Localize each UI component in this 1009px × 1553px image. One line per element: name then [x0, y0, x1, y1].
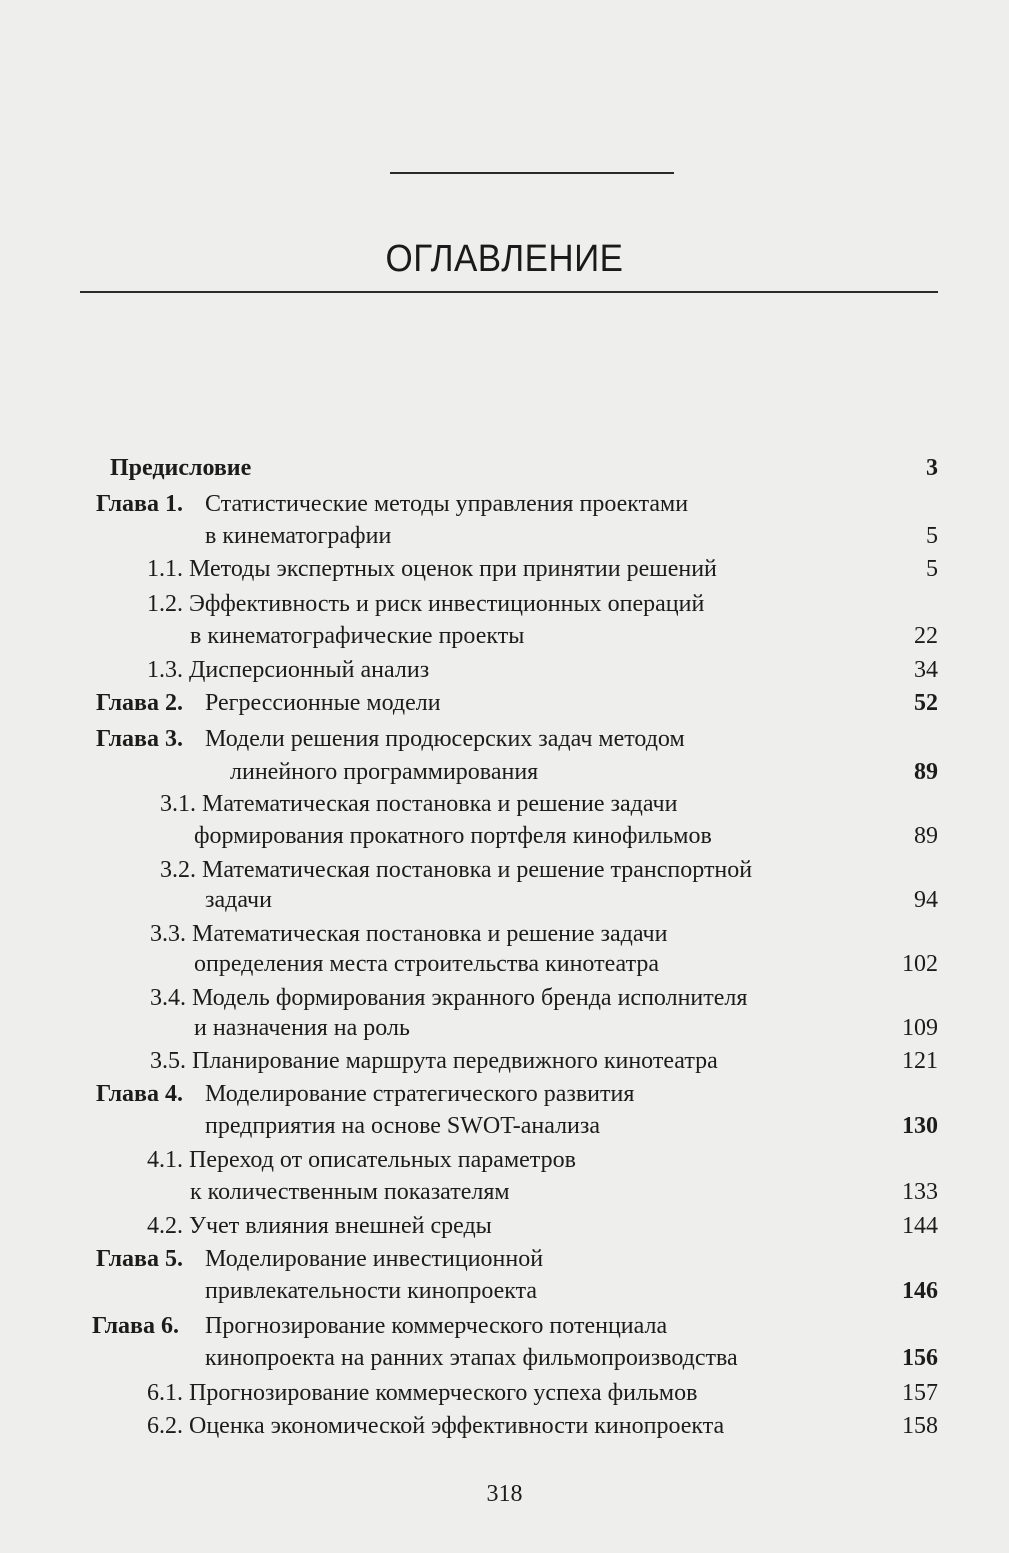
toc-chapter-title-6-line1: Прогнозирование коммерческого потенциала — [205, 1313, 668, 1339]
toc-section-1-1: 1.1. Методы экспертных оценок при принятии решений — [147, 556, 717, 582]
toc-page-chapter-1: 5 — [926, 523, 938, 549]
toc-chapter-title-2: Регрессионные модели — [205, 690, 441, 716]
toc-page-section-3-4: 109 — [902, 1015, 938, 1041]
toc-section-3-4-line1: 3.4. Модель формирования экранного бренда исполнителя — [150, 985, 748, 1011]
toc-section-1-2-line1: 1.2. Эффективность и риск инвестиционных операций — [147, 591, 705, 617]
toc-page-section-3-3: 102 — [902, 951, 938, 977]
toc-chapter-title-6-line2: кинопроекта на ранних этапах фильмопроизводства — [205, 1345, 738, 1371]
toc-chapter-label-3: Глава 3. — [96, 726, 183, 752]
toc-section-3-2-line2: задачи — [205, 887, 272, 913]
toc-page-chapter-5: 146 — [902, 1278, 938, 1304]
toc-section-3-5: 3.5. Планирование маршрута передвижного кинотеатра — [150, 1048, 718, 1074]
toc-page-section-6-1: 157 — [902, 1380, 938, 1406]
toc-chapter-title-3-line1: Модели решения продюсерских задач методом — [205, 726, 685, 752]
toc-page-section-6-2: 158 — [902, 1413, 938, 1439]
toc-section-4-1-line2: к количественным показателям — [190, 1179, 510, 1205]
toc-section-1-3: 1.3. Дисперсионный анализ — [147, 657, 430, 683]
toc-page-section-1-2: 22 — [914, 623, 938, 649]
toc-chapter-label-2: Глава 2. — [96, 690, 183, 716]
toc-page-chapter-3: 89 — [914, 759, 938, 785]
toc-page-chapter-2: 52 — [914, 690, 938, 716]
toc-section-3-1-line1: 3.1. Математическая постановка и решение задачи — [160, 791, 678, 817]
toc-page-chapter-4: 130 — [902, 1113, 938, 1139]
toc-section-3-2-line1: 3.2. Математическая постановка и решение транспортной — [160, 857, 753, 883]
toc-chapter-title-1-line1: Статистические методы управления проектами — [205, 491, 689, 517]
toc-page-section-1-3: 34 — [914, 657, 938, 683]
toc-section-4-2: 4.2. Учет влияния внешней среды — [147, 1213, 492, 1239]
toc-chapter-title-4-line1: Моделирование стратегического развития — [205, 1081, 635, 1107]
toc-chapter-label-5: Глава 5. — [96, 1246, 183, 1272]
toc-section-1-2-line2: в кинематографические проекты — [190, 623, 525, 649]
toc-section-4-1-line1: 4.1. Переход от описательных параметров — [147, 1147, 576, 1173]
toc-page-preface: 3 — [926, 455, 938, 481]
toc-chapter-label-6: Глава 6. — [92, 1313, 179, 1339]
toc-section-3-4-line2: и назначения на роль — [194, 1015, 410, 1041]
page-title: ОГЛАВЛЕНИЕ — [385, 238, 624, 280]
toc-chapter-title-5-line1: Моделирование инвестиционной — [205, 1246, 544, 1272]
toc-section-6-2: 6.2. Оценка экономической эффективности кинопроекта — [147, 1413, 725, 1439]
toc-page-section-3-2: 94 — [914, 887, 938, 913]
toc-chapter-label-1: Глава 1. — [96, 491, 183, 517]
toc-section-6-1: 6.1. Прогнозирование коммерческого успеха фильмов — [147, 1380, 698, 1406]
toc-chapter-title-1-line2: в кинематографии — [205, 523, 392, 549]
toc-page-section-1-1: 5 — [926, 556, 938, 582]
toc-page-section-4-1: 133 — [902, 1179, 938, 1205]
toc-chapter-label-4: Глава 4. — [96, 1081, 183, 1107]
toc-chapter-title-5-line2: привлекательности кинопроекта — [205, 1278, 538, 1304]
page-number: 318 — [486, 1481, 523, 1507]
toc-page-section-4-2: 144 — [902, 1213, 938, 1239]
toc-page-section-3-5: 121 — [902, 1048, 938, 1074]
toc-section-3-3-line2: определения места строительства кинотеатра — [194, 951, 659, 977]
toc-chapter-title-4-line2: предприятия на основе SWOT-анализа — [205, 1113, 601, 1139]
toc-chapter-title-3-line2: линейного программирования — [230, 759, 539, 785]
toc-entry-preface: Предисловие — [110, 455, 252, 481]
toc-section-3-3-line1: 3.3. Математическая постановка и решение задачи — [150, 921, 668, 947]
toc-page-section-3-1: 89 — [914, 823, 938, 849]
toc-page-chapter-6: 156 — [902, 1345, 938, 1371]
toc-section-3-1-line2: формирования прокатного портфеля кинофильмов — [194, 823, 712, 849]
